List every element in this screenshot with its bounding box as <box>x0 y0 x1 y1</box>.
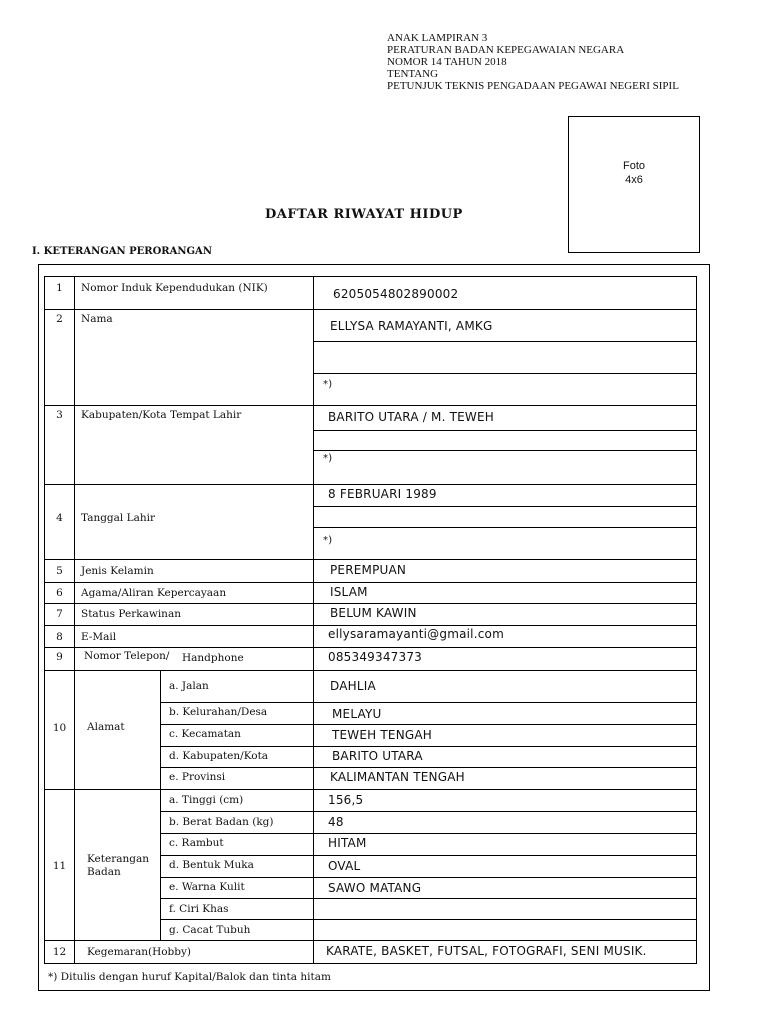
row-label-cell <box>74 789 161 941</box>
row-number: 1 <box>56 282 63 294</box>
row-value-cell <box>313 506 697 528</box>
face-shape-label: d. Bentuk Muka <box>169 859 254 871</box>
row-value-cell <box>313 582 697 604</box>
name-label: Nama <box>81 313 113 325</box>
distinguishing-mark-label: f. Ciri Khas <box>169 903 229 915</box>
header-line: NOMOR 14 TAHUN 2018 <box>387 56 507 68</box>
row-value-cell <box>313 450 697 485</box>
header-line: TENTANG <box>387 68 439 80</box>
province-value: KALIMANTAN TENGAH <box>330 770 465 784</box>
village-label: b. Kelurahan/Desa <box>169 706 268 718</box>
email-label: E-Mail <box>81 631 117 643</box>
street-label: a. Jalan <box>169 680 209 692</box>
uppercase-note-marker: *) <box>323 535 333 546</box>
row-number: 3 <box>56 409 63 421</box>
row-number: 4 <box>56 512 63 524</box>
skin-color-value: SAWO MATANG <box>328 881 422 895</box>
gender-label: Jenis Kelamin <box>81 565 154 577</box>
photo-placeholder <box>568 116 700 253</box>
nik-value: 6205054802890002 <box>333 287 459 301</box>
footnote: *) Ditulis dengan huruf Kapital/Balok dan tinta hitam <box>48 971 331 983</box>
attachment-header-note <box>387 32 679 92</box>
physical-description-label: Keterangan <box>87 853 149 865</box>
header-line: PERATURAN BADAN KEPEGAWAIAN NEGARA <box>387 44 625 56</box>
section-title: I. KETERANGAN PERORANGAN <box>32 246 212 257</box>
phone-label: Nomor Telepon/ <box>84 650 170 662</box>
photo-label: Foto <box>622 160 645 172</box>
birthplace-label: Kabupaten/Kota Tempat Lahir <box>81 409 242 421</box>
email-value: ellysaramayanti@gmail.com <box>328 627 504 641</box>
marital-status-value: BELUM KAWIN <box>330 606 417 620</box>
skin-color-label: e. Warna Kulit <box>169 881 245 893</box>
disability-label: g. Cacat Tubuh <box>169 924 251 936</box>
phone-value: 085349347373 <box>328 650 423 664</box>
name-value: ELLYSA RAMAYANTI, AMKG <box>330 319 493 333</box>
height-value: 156,5 <box>328 793 364 807</box>
document-title: DAFTAR RIWAYAT HIDUP <box>265 207 463 222</box>
nik-label: Nomor Induk Kependudukan (NIK) <box>81 282 268 294</box>
weight-label: b. Berat Badan (kg) <box>169 816 274 828</box>
height-label: a. Tinggi (cm) <box>169 794 244 806</box>
row-number: 12 <box>52 946 67 958</box>
sub-value-cell <box>313 789 697 812</box>
street-value: DAHLIA <box>330 679 376 693</box>
uppercase-note-marker: *) <box>323 453 333 464</box>
hobby-value: KARATE, BASKET, FUTSAL, FOTOGRAFI, SENI MUSIK. <box>326 944 647 958</box>
row-number: 7 <box>56 608 63 620</box>
gender-value: PEREMPUAN <box>330 563 407 577</box>
birthplace-value: BARITO UTARA / M. TEWEH <box>328 410 494 424</box>
header-line: ANAK LAMPIRAN 3 <box>387 32 488 44</box>
row-number: 5 <box>56 565 63 577</box>
row-number: 11 <box>52 860 67 872</box>
hair-label: c. Rambut <box>169 837 224 849</box>
birthdate-label: Tanggal Lahir <box>81 512 155 524</box>
row-value-cell <box>313 430 697 451</box>
header-line: PETUNJUK TEKNIS PENGADAAN PEGAWAI NEGERI SIPIL <box>387 80 679 92</box>
hair-value: HITAM <box>328 836 367 850</box>
district-value: TEWEH TENGAH <box>332 728 433 742</box>
regency-value: BARITO UTARA <box>332 749 423 763</box>
face-shape-value: OVAL <box>328 859 361 873</box>
row-number: 10 <box>52 722 67 734</box>
phone-label-handphone: Handphone <box>182 652 244 664</box>
row-value-cell <box>313 373 697 406</box>
sub-value-cell <box>313 833 697 856</box>
hobby-label: Kegemaran(Hobby) <box>87 946 192 958</box>
sub-value-cell <box>313 919 697 941</box>
physical-description-label-line2: Badan <box>87 866 121 878</box>
sub-value-cell <box>313 811 697 834</box>
uppercase-note-marker: *) <box>323 379 333 390</box>
province-label: e. Provinsi <box>169 771 226 783</box>
address-label: Alamat <box>87 721 125 733</box>
row-value-cell <box>313 341 697 374</box>
village-value: MELAYU <box>332 707 382 721</box>
religion-label: Agama/Aliran Kepercayaan <box>81 587 227 599</box>
marital-status-label: Status Perkawinan <box>81 608 181 620</box>
regency-label: d. Kabupaten/Kota <box>169 750 269 762</box>
sub-value-cell <box>313 898 697 920</box>
row-number: 6 <box>56 587 63 599</box>
row-number: 9 <box>56 651 63 663</box>
row-value-cell <box>313 527 697 560</box>
row-number: 2 <box>56 313 63 325</box>
photo-size-label: 4x6 <box>625 174 643 186</box>
weight-value: 48 <box>328 815 344 829</box>
birthdate-value: 8 FEBRUARI 1989 <box>328 487 437 501</box>
sub-value-cell <box>313 855 697 878</box>
religion-value: ISLAM <box>330 585 368 599</box>
row-number: 8 <box>56 631 63 643</box>
district-label: c. Kecamatan <box>169 728 241 740</box>
